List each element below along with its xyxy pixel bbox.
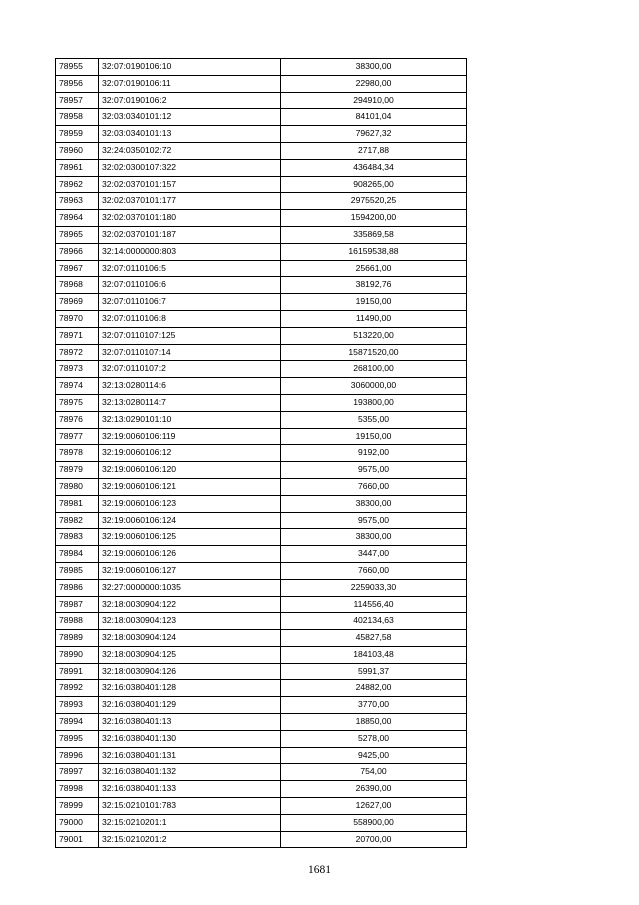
row-number-cell: 78981 (56, 495, 99, 512)
table-row (56, 764, 467, 781)
cadastral-number-cell: 32:02:0370101:177 (99, 193, 281, 210)
row-number-cell: 79001 (56, 831, 99, 848)
row-number-cell: 79000 (56, 814, 99, 831)
table-row (56, 92, 467, 109)
value-cell: 436484,34 (281, 159, 467, 176)
value-cell: 1594200,00 (281, 210, 467, 227)
value-cell: 2975520,25 (281, 193, 467, 210)
value-cell: 754,00 (281, 764, 467, 781)
cadastral-number-cell: 32:07:0110107:2 (99, 361, 281, 378)
value-cell: 513220,00 (281, 327, 467, 344)
value-cell: 11490,00 (281, 310, 467, 327)
row-number-cell: 78963 (56, 193, 99, 210)
cadastral-number-cell: 32:13:0280114:7 (99, 394, 281, 411)
cadastral-number-cell: 32:13:0280114:6 (99, 378, 281, 395)
row-number-cell: 78977 (56, 428, 99, 445)
row-number-cell: 78976 (56, 411, 99, 428)
row-number-cell: 78999 (56, 798, 99, 815)
value-cell: 2259033,30 (281, 579, 467, 596)
value-cell: 84101,04 (281, 109, 467, 126)
table-row (56, 344, 467, 361)
cadastral-number-cell: 32:03:0340101:13 (99, 126, 281, 143)
table-row (56, 210, 467, 227)
value-cell: 38192,76 (281, 277, 467, 294)
value-cell: 26390,00 (281, 781, 467, 798)
row-number-cell: 78966 (56, 243, 99, 260)
table-row (56, 428, 467, 445)
table-row (56, 378, 467, 395)
cadastral-number-cell: 32:07:0190106:2 (99, 92, 281, 109)
registry-table (55, 58, 467, 848)
row-number-cell: 78997 (56, 764, 99, 781)
cadastral-number-cell: 32:15:0210201:2 (99, 831, 281, 848)
cadastral-number-cell: 32:16:0380401:129 (99, 697, 281, 714)
row-number-cell: 78970 (56, 310, 99, 327)
table-row (56, 327, 467, 344)
row-number-cell: 78980 (56, 478, 99, 495)
value-cell: 184103,48 (281, 646, 467, 663)
table-row (56, 697, 467, 714)
value-cell: 38300,00 (281, 495, 467, 512)
cadastral-number-cell: 32:07:0190106:11 (99, 75, 281, 92)
value-cell: 16159538,88 (281, 243, 467, 260)
value-cell: 7660,00 (281, 478, 467, 495)
value-cell: 45827,58 (281, 630, 467, 647)
registry-table-body (56, 59, 467, 848)
row-number-cell: 78962 (56, 176, 99, 193)
table-row (56, 798, 467, 815)
cadastral-number-cell: 32:07:0110106:5 (99, 260, 281, 277)
table-row (56, 176, 467, 193)
value-cell: 9575,00 (281, 512, 467, 529)
cadastral-number-cell: 32:16:0380401:133 (99, 781, 281, 798)
table-row (56, 462, 467, 479)
table-row (56, 529, 467, 546)
cadastral-number-cell: 32:16:0380401:128 (99, 680, 281, 697)
cadastral-number-cell: 32:13:0290101:10 (99, 411, 281, 428)
table-row (56, 260, 467, 277)
table-row (56, 277, 467, 294)
value-cell: 25661,00 (281, 260, 467, 277)
cadastral-number-cell: 32:19:0060106:127 (99, 562, 281, 579)
cadastral-number-cell: 32:19:0060106:125 (99, 529, 281, 546)
value-cell: 18850,00 (281, 714, 467, 731)
cadastral-number-cell: 32:19:0060106:123 (99, 495, 281, 512)
cadastral-number-cell: 32:18:0030904:125 (99, 646, 281, 663)
table-row (56, 814, 467, 831)
value-cell: 24882,00 (281, 680, 467, 697)
table-row (56, 193, 467, 210)
cadastral-number-cell: 32:07:0190106:10 (99, 59, 281, 76)
row-number-cell: 78984 (56, 546, 99, 563)
value-cell: 908265,00 (281, 176, 467, 193)
table-row (56, 546, 467, 563)
table-row (56, 59, 467, 76)
cadastral-number-cell: 32:02:0370101:187 (99, 226, 281, 243)
value-cell: 38300,00 (281, 59, 467, 76)
cadastral-number-cell: 32:15:0210201:1 (99, 814, 281, 831)
cadastral-number-cell: 32:16:0380401:131 (99, 747, 281, 764)
table-row (56, 781, 467, 798)
row-number-cell: 78974 (56, 378, 99, 395)
table-row (56, 730, 467, 747)
cadastral-number-cell: 32:18:0030904:126 (99, 663, 281, 680)
value-cell: 2717,88 (281, 142, 467, 159)
table-row (56, 159, 467, 176)
table-row (56, 310, 467, 327)
row-number-cell: 78961 (56, 159, 99, 176)
cadastral-number-cell: 32:16:0380401:13 (99, 714, 281, 731)
row-number-cell: 78993 (56, 697, 99, 714)
row-number-cell: 78972 (56, 344, 99, 361)
value-cell: 193800,00 (281, 394, 467, 411)
value-cell: 12627,00 (281, 798, 467, 815)
cadastral-number-cell: 32:24:0350102:72 (99, 142, 281, 159)
page-number: 1681 (308, 864, 331, 876)
table-row (56, 109, 467, 126)
cadastral-number-cell: 32:02:0300107:322 (99, 159, 281, 176)
table-row (56, 663, 467, 680)
value-cell: 294910,00 (281, 92, 467, 109)
table-row (56, 630, 467, 647)
cadastral-number-cell: 32:27:0000000:1035 (99, 579, 281, 596)
row-number-cell: 78992 (56, 680, 99, 697)
value-cell: 19150,00 (281, 428, 467, 445)
table-row (56, 243, 467, 260)
table-row (56, 747, 467, 764)
row-number-cell: 78998 (56, 781, 99, 798)
row-number-cell: 78988 (56, 613, 99, 630)
row-number-cell: 78956 (56, 75, 99, 92)
cadastral-number-cell: 32:14:0000000:803 (99, 243, 281, 260)
cadastral-number-cell: 32:19:0060106:120 (99, 462, 281, 479)
row-number-cell: 78960 (56, 142, 99, 159)
table-row (56, 831, 467, 848)
row-number-cell: 78973 (56, 361, 99, 378)
table-row (56, 445, 467, 462)
row-number-cell: 78958 (56, 109, 99, 126)
value-cell: 335869,58 (281, 226, 467, 243)
table-row (56, 646, 467, 663)
table-row (56, 411, 467, 428)
cadastral-number-cell: 32:19:0060106:12 (99, 445, 281, 462)
cadastral-number-cell: 32:16:0380401:130 (99, 730, 281, 747)
table-row (56, 361, 467, 378)
row-number-cell: 78965 (56, 226, 99, 243)
cadastral-number-cell: 32:18:0030904:123 (99, 613, 281, 630)
value-cell: 5278,00 (281, 730, 467, 747)
cadastral-number-cell: 32:03:0340101:12 (99, 109, 281, 126)
value-cell: 19150,00 (281, 294, 467, 311)
row-number-cell: 78994 (56, 714, 99, 731)
table-row (56, 512, 467, 529)
table-row (56, 142, 467, 159)
cadastral-number-cell: 32:19:0060106:119 (99, 428, 281, 445)
row-number-cell: 78959 (56, 126, 99, 143)
cadastral-number-cell: 32:02:0370101:180 (99, 210, 281, 227)
row-number-cell: 78967 (56, 260, 99, 277)
row-number-cell: 78986 (56, 579, 99, 596)
cadastral-number-cell: 32:07:0110107:125 (99, 327, 281, 344)
cadastral-number-cell: 32:15:0210101:783 (99, 798, 281, 815)
value-cell: 114556,40 (281, 596, 467, 613)
row-number-cell: 78995 (56, 730, 99, 747)
value-cell: 3770,00 (281, 697, 467, 714)
value-cell: 9575,00 (281, 462, 467, 479)
value-cell: 79627,32 (281, 126, 467, 143)
row-number-cell: 78991 (56, 663, 99, 680)
cadastral-number-cell: 32:16:0380401:132 (99, 764, 281, 781)
value-cell: 9425,00 (281, 747, 467, 764)
row-number-cell: 78971 (56, 327, 99, 344)
table-row (56, 495, 467, 512)
value-cell: 9192,00 (281, 445, 467, 462)
row-number-cell: 78968 (56, 277, 99, 294)
table-row (56, 562, 467, 579)
row-number-cell: 78983 (56, 529, 99, 546)
row-number-cell: 78996 (56, 747, 99, 764)
cadastral-number-cell: 32:07:0110106:7 (99, 294, 281, 311)
table-row (56, 75, 467, 92)
value-cell: 268100,00 (281, 361, 467, 378)
value-cell: 22980,00 (281, 75, 467, 92)
table-row (56, 226, 467, 243)
table-row (56, 394, 467, 411)
row-number-cell: 78987 (56, 596, 99, 613)
table-row (56, 613, 467, 630)
row-number-cell: 78955 (56, 59, 99, 76)
cadastral-number-cell: 32:19:0060106:124 (99, 512, 281, 529)
row-number-cell: 78979 (56, 462, 99, 479)
value-cell: 15871520,00 (281, 344, 467, 361)
row-number-cell: 78957 (56, 92, 99, 109)
value-cell: 3060000,00 (281, 378, 467, 395)
table-row (56, 478, 467, 495)
value-cell: 5355,00 (281, 411, 467, 428)
row-number-cell: 78969 (56, 294, 99, 311)
cadastral-number-cell: 32:07:0110106:8 (99, 310, 281, 327)
row-number-cell: 78989 (56, 630, 99, 647)
table-row (56, 714, 467, 731)
table-row (56, 680, 467, 697)
row-number-cell: 78978 (56, 445, 99, 462)
cadastral-number-cell: 32:19:0060106:126 (99, 546, 281, 563)
table-row (56, 596, 467, 613)
value-cell: 5991,37 (281, 663, 467, 680)
row-number-cell: 78982 (56, 512, 99, 529)
cadastral-number-cell: 32:18:0030904:124 (99, 630, 281, 647)
value-cell: 38300,00 (281, 529, 467, 546)
cadastral-number-cell: 32:19:0060106:121 (99, 478, 281, 495)
value-cell: 558900,00 (281, 814, 467, 831)
cadastral-number-cell: 32:07:0110106:6 (99, 277, 281, 294)
row-number-cell: 78985 (56, 562, 99, 579)
table-row (56, 294, 467, 311)
value-cell: 7660,00 (281, 562, 467, 579)
table-row (56, 126, 467, 143)
row-number-cell: 78975 (56, 394, 99, 411)
cadastral-number-cell: 32:18:0030904:122 (99, 596, 281, 613)
table-row (56, 579, 467, 596)
cadastral-number-cell: 32:07:0110107:14 (99, 344, 281, 361)
value-cell: 20700,00 (281, 831, 467, 848)
row-number-cell: 78964 (56, 210, 99, 227)
value-cell: 3447,00 (281, 546, 467, 563)
row-number-cell: 78990 (56, 646, 99, 663)
value-cell: 402134,63 (281, 613, 467, 630)
cadastral-number-cell: 32:02:0370101:157 (99, 176, 281, 193)
